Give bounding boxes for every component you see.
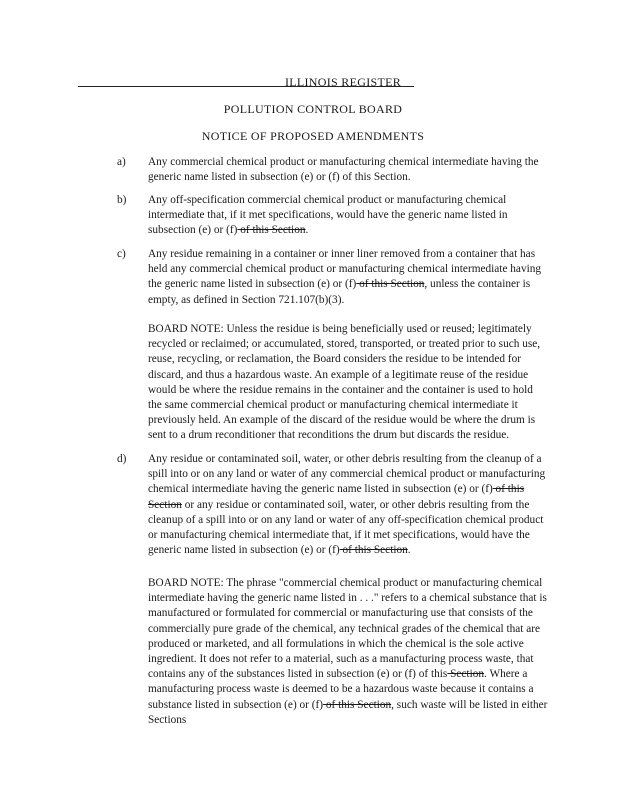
struck-text: of this Section	[237, 224, 306, 237]
item-label: a)	[117, 156, 126, 168]
board-note-c: BOARD NOTE: Unless the residue is being beneficially used or reused; legitimately recycled or reclaimed; or accumulated, stored, transported, or treated prior to such use, reuse, recycling, or reclamation, the Board considers the residue to be intended for discard, and thus a hazardous waste. An example of a legitimate reuse of the residue would be where the residue remains in the container and the container is used to hold the same commercial chemical product or manufacturing chemical intermediate it previously held. An example of the discard of the residue would be where the drum is sent to a drum reconditioner that reconditions the drum but discards the residue.	[148, 323, 541, 442]
struck-text: of this Section	[339, 544, 408, 557]
item-text: Any off-specification commercial chemical product or manufacturing chemical intermediate that, if it met specifications, would have the generic name listed in subsection (e) or (f) of this Section.	[148, 194, 508, 237]
struck-text: of this Section	[148, 483, 525, 511]
item-text: Any commercial chemical product or manufacturing chemical intermediate having the generic name listed in subsection (e) or (f) of this Section.	[148, 156, 539, 184]
struck-text: Section	[447, 668, 485, 681]
item-label: d)	[117, 453, 127, 465]
notice-title: NOTICE OF PROPOSED AMENDMENTS	[201, 129, 425, 143]
agency-name: POLLUTION CONTROL BOARD	[223, 102, 403, 116]
struck-text: of this Section	[356, 278, 425, 291]
item-label: c)	[117, 248, 126, 260]
struck-text: of this Section	[323, 698, 392, 711]
item-label: b)	[117, 194, 127, 206]
item-text: Any residue or contaminated soil, water, or other debris resulting from the cleanup of a spill into or on any land or water of any commercial chemical product or manufacturing chemical intermediate having the generic name listed in subsection (e) or (f) of this Section or any residue or contaminated soil, water, or other debris resulting from the cleanup of a spill into or on any land or water of any off-specification chemical product or manufacturing chemical intermediate that, if it met specifications, would have the generic name listed in subsection (e) or (f) of this Section.	[148, 453, 546, 557]
board-note-d: BOARD NOTE: The phrase "commercial chemical product or manufacturing chemical intermediate having the generic name listed in . . ." refers to a chemical substance that is manufactured or formulated for commercial or manufacturing use that consists of the commercially pure grade of the chemical, any technical grades of the chemical that are produced or marketed, and all formulations in which the chemical is the sole active ingredient. It does not refer to a material, such as a manufacturing process waste, that contains any of the substances listed in subsection (e) or (f) of this Section. Where a manufacturing process waste is deemed to be a hazardous waste because it contains a substance listed in subsection (e) or (f) of this Section, such waste will be listed in either Sections	[148, 577, 548, 726]
item-text: Any residue remaining in a container or inner liner removed from a container that has held any commercial chemical product or manufacturing chemical intermediate having the generic name listed in subsection (e) or (f) of this Section, unless the container is empty, as defined in Section 721.107(b)(3).	[148, 248, 542, 306]
register-title: ILLINOIS REGISTER	[284, 75, 402, 89]
